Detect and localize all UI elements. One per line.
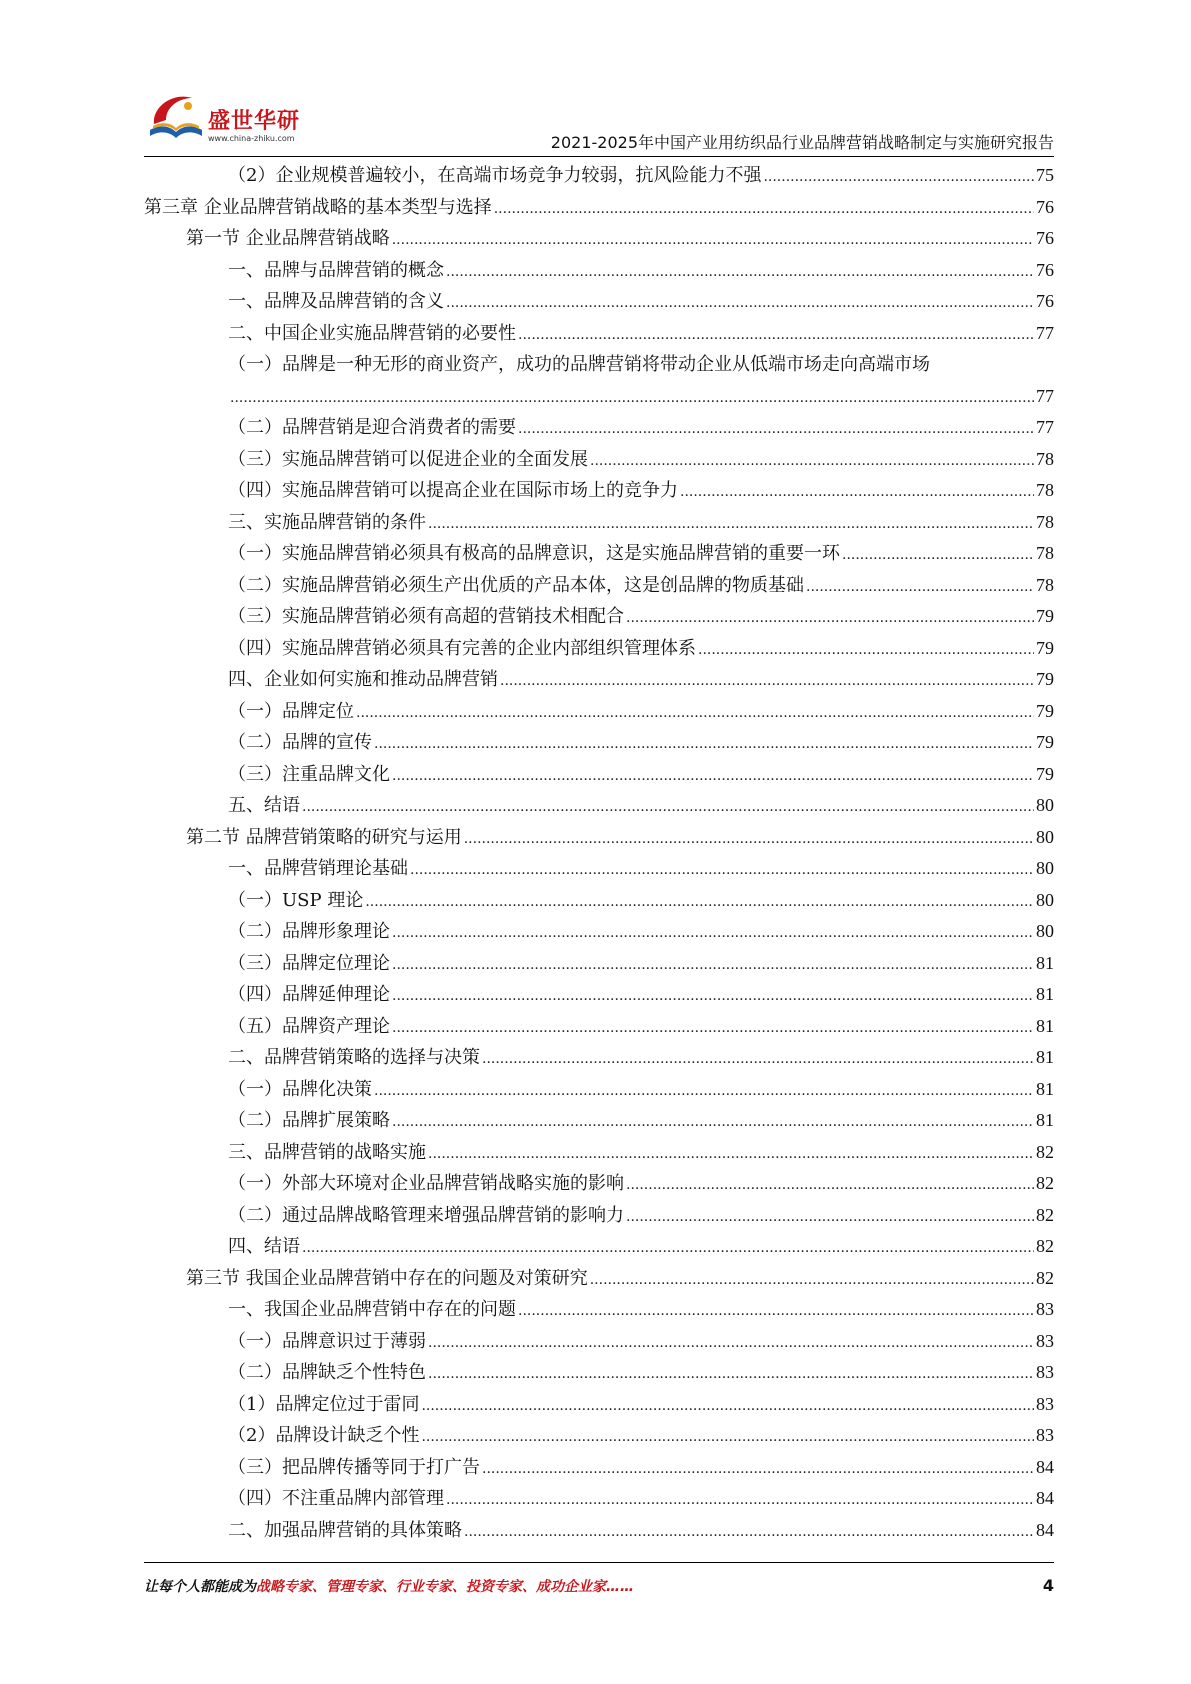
toc-entry[interactable] [144, 475, 1054, 507]
toc-entry-title: （四）实施品牌营销必须具有完善的企业内部组织管理体系 [228, 637, 696, 659]
toc-entry-title: （二）通过品牌战略管理来增强品牌营销的影响力 [228, 1204, 624, 1226]
toc-entry[interactable] [144, 1168, 1054, 1200]
header-divider [144, 156, 1054, 157]
toc-entry-title: （三）实施品牌营销必须有高超的营销技术相配合 [228, 606, 624, 627]
toc-entry[interactable] [144, 1074, 1054, 1106]
toc-leader-dots [302, 790, 1034, 824]
toc-page-number: 78 [1036, 480, 1054, 500]
toc-page-number: 80 [1036, 826, 1054, 847]
book-swoosh-logo-icon [144, 84, 208, 148]
toc-entry-title: （二）品牌的宣传 [228, 732, 372, 753]
toc-entry-title: 二、品牌营销策略的选择与决策 [228, 1047, 480, 1068]
page-footer [144, 1576, 1054, 1600]
toc-leader-dots [518, 1294, 1034, 1328]
toc-page-number: 78 [1036, 543, 1054, 563]
toc-page-number: 79 [1036, 669, 1054, 689]
toc-entry-title: （一）品牌是一种无形的商业资产，成功的品牌营销将带动企业从低端市场走向高端市场 [228, 354, 930, 375]
toc-leader-dots [392, 979, 1034, 1013]
toc-page-number: 82 [1036, 1141, 1054, 1162]
toc-leader-dots [428, 1357, 1034, 1391]
toc-leader-dots [590, 444, 1034, 478]
toc-entry-title: （1）品牌定位过于雷同 [228, 1393, 420, 1415]
toc-entry[interactable] [144, 1357, 1054, 1389]
toc-page-number: 81 [1036, 1078, 1054, 1099]
brand-url: www.china-zhiku.com [208, 134, 295, 143]
toc-entry-title: （一）品牌定位 [228, 700, 354, 722]
toc-entry-title: （一）品牌意识过于薄弱 [228, 1330, 426, 1352]
toc-leader-dots [763, 160, 1034, 194]
toc-page-number: 77 [1036, 322, 1054, 343]
toc-entry-title: 第三节 我国企业品牌营销中存在的问题及对策研究 [186, 1267, 588, 1289]
toc-entry[interactable] [144, 727, 1054, 759]
toc-leader-dots [446, 255, 1034, 289]
toc-entry-title: 一、品牌营销理论基础 [228, 858, 408, 879]
toc-entry[interactable] [144, 979, 1054, 1011]
toc-entry[interactable] [144, 507, 1054, 539]
toc-entry[interactable] [144, 790, 1054, 822]
toc-entry[interactable] [144, 1515, 1054, 1547]
toc-entry-title: 四、企业如何实施和推动品牌营销 [228, 669, 498, 690]
toc-page-number: 84 [1036, 1488, 1054, 1508]
toc-entry[interactable] [144, 1420, 1054, 1452]
toc-entry[interactable] [144, 444, 1054, 476]
toc-entry[interactable] [144, 601, 1054, 633]
toc-leader-dots [410, 853, 1034, 887]
toc-entry[interactable] [144, 1389, 1054, 1421]
toc-leader-dots [421, 1420, 1034, 1454]
toc-page-number: 83 [1036, 1299, 1054, 1319]
toc-entry[interactable] [144, 318, 1054, 350]
brand-logo [144, 82, 344, 150]
toc-entry-title: 一、品牌与品牌营销的概念 [228, 259, 444, 281]
toc-leader-dots [698, 633, 1034, 667]
toc-entry-title: 第一节 企业品牌营销战略 [186, 228, 390, 249]
toc-entry[interactable] [144, 916, 1054, 948]
toc-entry[interactable] [144, 412, 1054, 444]
toc-leader-dots [626, 601, 1034, 635]
toc-entry-title: （二）品牌扩展策略 [228, 1110, 390, 1131]
toc-entry[interactable] [144, 759, 1054, 791]
toc-leader-dots [392, 223, 1034, 257]
toc-entry-title: （四）不注重品牌内部管理 [228, 1488, 444, 1509]
toc-page-number: 80 [1036, 795, 1054, 815]
toc-entry-title: 二、加强品牌营销的具体策略 [228, 1519, 462, 1541]
toc-entry-title: （一）USP 理论 [228, 889, 364, 911]
toc-page-number: 76 [1036, 291, 1054, 311]
toc-entry[interactable] [144, 1011, 1054, 1043]
toc-page-number: 77 [1036, 385, 1054, 406]
toc-leader-dots [626, 1200, 1034, 1234]
toc-leader-dots [302, 1231, 1034, 1265]
toc-page-number: 82 [1036, 1173, 1054, 1193]
toc-entry-title: 四、结语 [228, 1236, 300, 1257]
toc-page-number: 83 [1036, 1362, 1054, 1382]
footer-divider [144, 1562, 1054, 1563]
toc-entry-title: （三）把品牌传播等同于打广告 [228, 1456, 480, 1478]
toc-page-number: 81 [1036, 1047, 1054, 1067]
toc-page-number: 82 [1036, 1204, 1054, 1225]
toc-page-number: 76 [1036, 259, 1054, 280]
toc-leader-dots [626, 1168, 1034, 1202]
toc-entry-title: （三）注重品牌文化 [228, 763, 390, 785]
toc-leader-dots [365, 885, 1034, 919]
page-header [144, 82, 1054, 154]
toc-page-number: 78 [1036, 511, 1054, 532]
toc-entry[interactable] [144, 1200, 1054, 1232]
toc-entry[interactable] [144, 664, 1054, 696]
toc-leader-dots [230, 381, 1034, 415]
toc-entry[interactable] [144, 633, 1054, 665]
toc-entry[interactable] [144, 286, 1054, 318]
toc-entry[interactable] [144, 1294, 1054, 1326]
footer-slogan-highlight: 战略专家、管理专家、行业专家、投资专家、成功企业家…… [256, 1579, 634, 1595]
toc-leader-dots [842, 538, 1034, 572]
toc-leader-dots [392, 916, 1034, 950]
toc-page-number: 84 [1036, 1519, 1054, 1540]
toc-entry-title: 一、品牌及品牌营销的含义 [228, 291, 444, 312]
toc-page-number: 81 [1036, 952, 1054, 973]
toc-page-number: 78 [1036, 574, 1054, 595]
toc-leader-dots [392, 1105, 1034, 1139]
toc-entry-title: 第三章 企业品牌营销战略的基本类型与选择 [144, 196, 492, 218]
toc-entry[interactable] [144, 696, 1054, 728]
toc-page-number: 83 [1036, 1330, 1054, 1351]
toc-entry[interactable] [144, 349, 1054, 412]
toc-leader-dots [356, 696, 1034, 730]
toc-entry-title: （2）品牌设计缺乏个性 [228, 1425, 420, 1446]
toc-page-number: 81 [1036, 1110, 1054, 1130]
toc-entry-title: （一）外部大环境对企业品牌营销战略实施的影响 [228, 1173, 624, 1194]
toc-entry-title: （二）品牌营销是迎合消费者的需要 [228, 417, 516, 438]
toc-entry-title: （五）品牌资产理论 [228, 1015, 390, 1037]
toc-entry[interactable] [144, 1042, 1054, 1074]
toc-entry[interactable] [144, 192, 1054, 224]
toc-page-number: 82 [1036, 1267, 1054, 1288]
toc-leader-dots [392, 948, 1034, 982]
toc-page-number: 79 [1036, 700, 1054, 721]
toc-page-number: 79 [1036, 606, 1054, 626]
toc-entry[interactable] [144, 1105, 1054, 1137]
toc-entry-title: （二）品牌缺乏个性特色 [228, 1362, 426, 1383]
toc-leader-dots [421, 1389, 1034, 1423]
toc-leader-dots [392, 759, 1034, 793]
toc-page-number: 82 [1036, 1236, 1054, 1256]
toc-entry-title: （一）品牌化决策 [228, 1078, 372, 1100]
toc-leader-dots [806, 570, 1034, 604]
toc-page-number: 81 [1036, 1015, 1054, 1036]
page-number: 4 [1042, 1576, 1054, 1595]
toc-entry-title: 三、实施品牌营销的条件 [228, 511, 426, 533]
toc-leader-dots [518, 412, 1034, 446]
toc-leader-dots [374, 727, 1034, 761]
toc-page-number: 80 [1036, 889, 1054, 910]
toc-entry-title: （四）品牌延伸理论 [228, 984, 390, 1005]
toc-entry[interactable] [144, 160, 1054, 192]
toc-entry-title: 五、结语 [228, 795, 300, 816]
toc-leader-dots [428, 1326, 1034, 1360]
toc-entry[interactable] [144, 570, 1054, 602]
toc-leader-dots [392, 1011, 1034, 1045]
toc-entry[interactable] [144, 822, 1054, 854]
toc-entry[interactable] [144, 1263, 1054, 1295]
toc-entry-title: （三）品牌定位理论 [228, 952, 390, 974]
toc-entry-title: 第二节 品牌营销策略的研究与运用 [186, 826, 462, 848]
toc-page-number: 83 [1036, 1425, 1054, 1445]
table-of-contents [144, 160, 1054, 1546]
toc-leader-dots [590, 1263, 1034, 1297]
toc-entry-title: （一）实施品牌营销必须具有极高的品牌意识，这是实施品牌营销的重要一环 [228, 543, 840, 564]
toc-entry-title: 二、中国企业实施品牌营销的必要性 [228, 322, 516, 344]
toc-entry[interactable] [144, 223, 1054, 255]
toc-entry-title: 三、品牌营销的战略实施 [228, 1141, 426, 1163]
toc-entry[interactable] [144, 1452, 1054, 1484]
toc-leader-dots [464, 822, 1034, 856]
toc-entry[interactable] [144, 538, 1054, 570]
toc-page-number: 78 [1036, 448, 1054, 469]
toc-entry-title: （二）实施品牌营销必须生产出优质的产品本体，这是创品牌的物质基础 [228, 574, 804, 596]
toc-page-number: 76 [1036, 228, 1054, 248]
toc-leader-dots [428, 507, 1034, 541]
toc-leader-dots [464, 1515, 1034, 1549]
toc-page-number: 84 [1036, 1456, 1054, 1477]
footer-slogan-lead: 让每个人都能成为 [144, 1579, 256, 1595]
toc-entry[interactable] [144, 1326, 1054, 1358]
toc-leader-dots [374, 1074, 1034, 1108]
toc-entry[interactable] [144, 885, 1054, 917]
brand-name: 盛世华研 [208, 109, 301, 134]
toc-leader-dots [428, 1137, 1034, 1171]
toc-entry-title: （2）企业规模普遍较小，在高端市场竞争力较弱，抗风险能力不强 [228, 165, 762, 186]
toc-page-number: 77 [1036, 417, 1054, 437]
document-title: 2021-2025年中国产业用纺织品行业品牌营销战略制定与实施研究报告 [550, 133, 1054, 152]
toc-leader-dots [518, 318, 1034, 352]
toc-entry[interactable] [144, 1483, 1054, 1515]
toc-leader-dots [446, 1483, 1034, 1517]
toc-entry[interactable] [144, 255, 1054, 287]
toc-page-number: 83 [1036, 1393, 1054, 1414]
toc-leader-dots [680, 475, 1034, 509]
toc-entry[interactable] [144, 1137, 1054, 1169]
toc-leader-dots [446, 286, 1034, 320]
toc-leader-dots [482, 1042, 1034, 1076]
toc-entry-title: （三）实施品牌营销可以促进企业的全面发展 [228, 448, 588, 470]
toc-page-number: 81 [1036, 984, 1054, 1004]
toc-page-number: 79 [1036, 763, 1054, 784]
toc-page-number: 80 [1036, 921, 1054, 941]
toc-entry-title: （四）实施品牌营销可以提高企业在国际市场上的竞争力 [228, 480, 678, 501]
toc-page-number: 79 [1036, 732, 1054, 752]
toc-page-number: 76 [1036, 196, 1054, 217]
toc-entry[interactable] [144, 1231, 1054, 1263]
toc-page-number: 79 [1036, 637, 1054, 658]
toc-page-number: 75 [1036, 165, 1054, 185]
toc-page-number: 80 [1036, 858, 1054, 878]
toc-entry-title: （二）品牌形象理论 [228, 921, 390, 942]
toc-leader-dots [494, 192, 1034, 226]
toc-entry[interactable] [144, 853, 1054, 885]
toc-entry[interactable] [144, 948, 1054, 980]
toc-entry-title: 一、我国企业品牌营销中存在的问题 [228, 1299, 516, 1320]
toc-leader-dots [482, 1452, 1034, 1486]
toc-leader-dots [500, 664, 1034, 698]
